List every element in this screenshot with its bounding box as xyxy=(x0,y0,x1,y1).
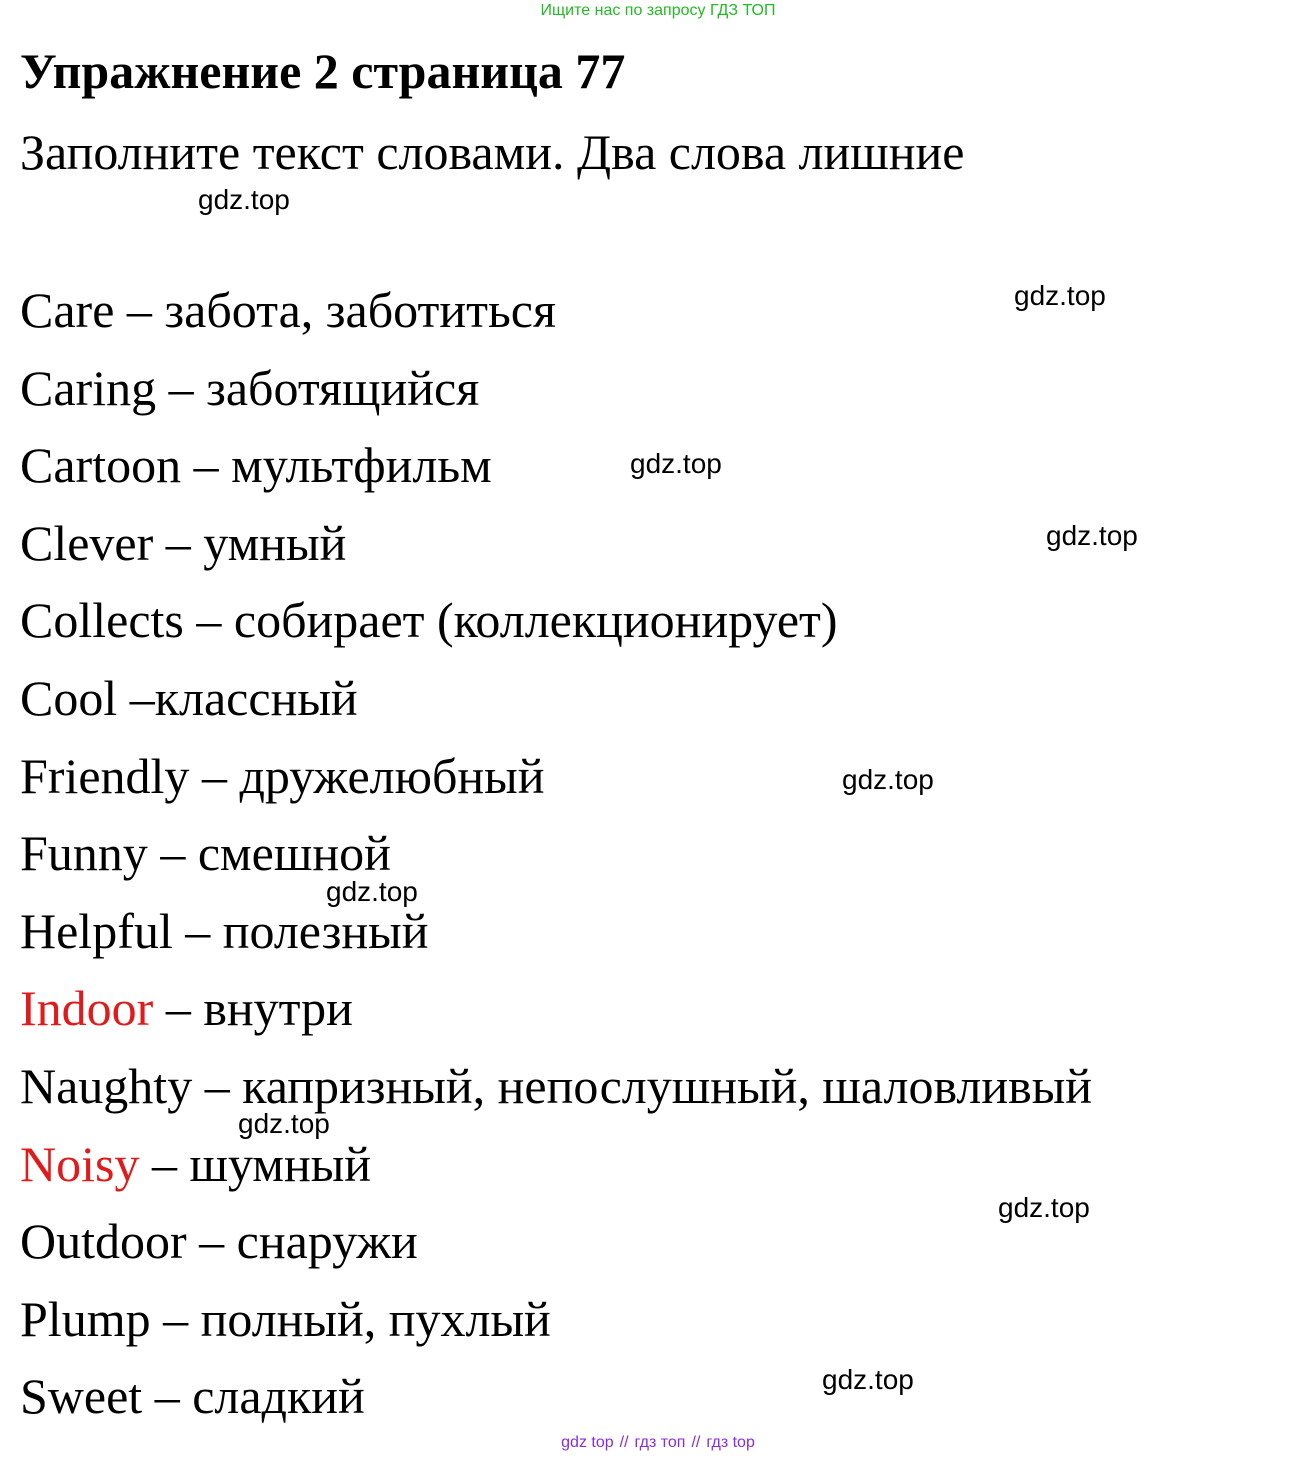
footer-separator: // xyxy=(691,1434,701,1451)
vocabulary-translation: –классный xyxy=(117,669,358,726)
vocabulary-item-caring xyxy=(20,358,1092,436)
vocabulary-item-naughty xyxy=(20,1056,1092,1134)
vocabulary-item-clever xyxy=(20,513,1092,591)
vocabulary-item-indoor xyxy=(20,978,1092,1056)
vocabulary-item-plump xyxy=(20,1289,1092,1367)
footer-separator: // xyxy=(619,1434,629,1451)
watermark: gdz.top xyxy=(198,184,290,215)
vocabulary-translation: – снаружи xyxy=(186,1213,418,1270)
vocabulary-term: Helpful xyxy=(20,902,173,959)
watermark: gdz.top xyxy=(326,876,418,907)
vocabulary-translation: – дружелюбный xyxy=(189,747,545,804)
top-banner: Ищите нас по запросу ГДЗ ТОП xyxy=(540,2,776,19)
watermark: gdz.top xyxy=(630,448,722,479)
vocabulary-term: Care xyxy=(20,282,115,338)
vocabulary-list xyxy=(20,280,1092,1444)
vocabulary-translation: – полезный xyxy=(172,902,429,959)
vocabulary-translation: – внутри xyxy=(153,980,353,1037)
vocabulary-item-cartoon xyxy=(20,435,1092,513)
vocabulary-item-cool xyxy=(20,668,1092,746)
watermark: gdz.top xyxy=(822,1364,914,1395)
footer-link[interactable]: гдз top xyxy=(706,1434,755,1451)
vocabulary-term: Naughty xyxy=(20,1057,193,1114)
vocabulary-translation: – сладкий xyxy=(142,1368,365,1425)
vocabulary-term: Sweet xyxy=(20,1368,143,1425)
vocabulary-item-noisy xyxy=(20,1134,1092,1212)
vocabulary-translation: – заботящийся xyxy=(156,359,480,416)
vocabulary-term-highlighted: Indoor xyxy=(20,980,154,1037)
page-title: Упражнение 2 страница 77 xyxy=(20,43,626,99)
vocabulary-term: Cool xyxy=(20,669,118,726)
vocabulary-translation: – капризный, непослушный, шаловливый xyxy=(192,1057,1093,1114)
footer-links xyxy=(0,1434,1316,1452)
footer-link[interactable]: gdz top xyxy=(561,1434,614,1451)
vocabulary-translation: – мультфильм xyxy=(181,437,492,494)
vocabulary-item-helpful xyxy=(20,901,1092,979)
vocabulary-term: Friendly xyxy=(20,747,190,804)
vocabulary-translation: – смешной xyxy=(147,825,391,882)
vocabulary-translation: – собирает (коллекционирует) xyxy=(183,592,838,649)
vocabulary-term: Plump xyxy=(20,1290,151,1347)
vocabulary-term: Caring xyxy=(20,359,157,416)
vocabulary-item-care xyxy=(20,280,1092,358)
footer-link[interactable]: гдз топ xyxy=(634,1434,686,1451)
watermark: gdz.top xyxy=(238,1108,330,1139)
vocabulary-translation: – умный xyxy=(153,514,347,571)
vocabulary-term-highlighted: Noisy xyxy=(20,1135,140,1192)
vocabulary-term: Outdoor xyxy=(20,1213,187,1270)
vocabulary-term: Clever xyxy=(20,514,154,571)
vocabulary-term: Cartoon xyxy=(20,437,182,494)
vocabulary-term: Funny xyxy=(20,825,148,882)
vocabulary-item-sweet xyxy=(20,1366,1092,1444)
vocabulary-translation: – шумный xyxy=(139,1135,372,1192)
watermark: gdz.top xyxy=(998,1192,1090,1223)
vocabulary-translation: – забота, заботиться xyxy=(114,282,556,338)
watermark: gdz.top xyxy=(1046,520,1138,551)
watermark: gdz.top xyxy=(842,764,934,795)
watermark: gdz.top xyxy=(1014,280,1106,311)
vocabulary-item-funny xyxy=(20,823,1092,901)
vocabulary-item-collects xyxy=(20,590,1092,668)
vocabulary-translation: – полный, пухлый xyxy=(150,1290,551,1347)
instruction-text: Заполните текст словами. Два слова лишние xyxy=(20,124,965,180)
vocabulary-term: Collects xyxy=(20,592,184,649)
vocabulary-item-outdoor xyxy=(20,1211,1092,1289)
